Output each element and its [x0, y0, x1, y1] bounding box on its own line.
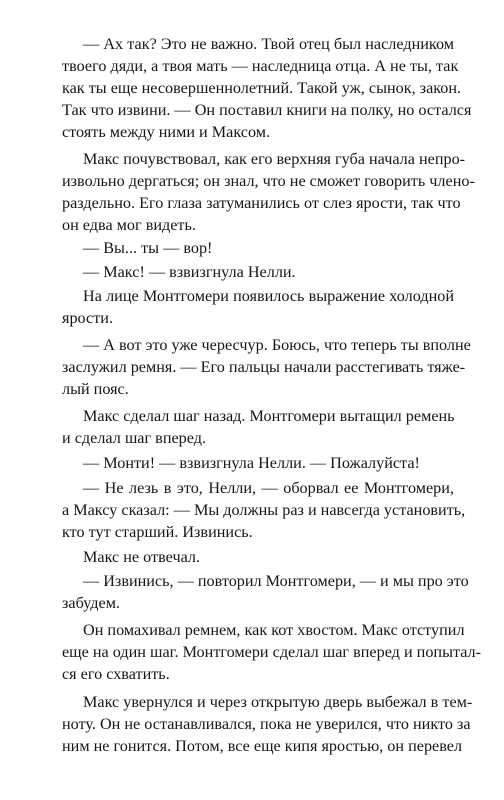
text-line: еще на один шаг. Монтгомери сделал шаг вперед и попытал- — [62, 643, 482, 661]
text-line: заслужил ремня. — Его пальцы начали расстегивать тяже- — [62, 358, 466, 376]
text-line: — Макс! — взвизгнула Нелли. — [83, 263, 296, 281]
text-line: раздельно. Его глаза затуманились от слез ярости, так что — [62, 194, 461, 212]
text-line: Так что извини. — Он поставил книги на полку, но остался — [62, 101, 472, 119]
text-line: кто тут старший. Извинись. — [62, 523, 253, 541]
text-line: ся его схватить. — [62, 665, 170, 683]
text-line: он едва мог видеть. — [62, 216, 196, 234]
text-line: а Максу сказал: — Мы должны раз и навсегда установить, — [62, 501, 466, 519]
text-line: — Не лезь в это, Нелли, — оборвал ее Монтгомери, — [83, 479, 454, 497]
text-line: — А вот это уже чересчур. Боюсь, что теперь ты вполне — [83, 336, 471, 354]
text-line: — Монти! — взвизгнула Нелли. — Пожалуйста! — [83, 454, 420, 472]
text-line: Макс не отвечал. — [83, 548, 201, 566]
text-line: — Ах так? Это не важно. Твой отец был наследником — [83, 35, 454, 53]
text-line: Он помахивал ремнем, как кот хвостом. Макс отступил — [83, 621, 465, 639]
text-line: стоять между ними и Максом. — [62, 123, 271, 141]
text-line: Макс увернулся и через открытую дверь выбежал в тем- — [83, 693, 473, 711]
text-line: извольно дергаться; он знал, что не сможет говорить члено- — [62, 172, 475, 190]
text-line: Макс сделал шаг назад. Монтгомери вытащил ремень — [83, 407, 455, 425]
text-line: — Вы... ты — вор! — [83, 239, 213, 257]
text-line: Макс почувствовал, как его верхняя губа начала непро- — [83, 150, 466, 168]
text-line: ярости. — [62, 309, 114, 327]
text-line: как ты еще несовершеннолетний. Такой уж, сынок, закон. — [62, 79, 462, 97]
text-line: ним не гонится. Потом, все еще кипя яростью, он перевел — [62, 737, 463, 755]
text-line: забудем. — [62, 594, 120, 612]
text-line: На лице Монтгомери появилось выражение холодной — [83, 287, 454, 305]
text-line: твоего дяди, а твоя мать — наследница отца. А не ты, так — [62, 57, 459, 75]
text-line: — Извинись, — повторил Монтгомери, — и мы про это — [83, 572, 469, 590]
text-line: лый пояс. — [62, 380, 129, 398]
text-line: ноту. Он не останавливался, пока не уверился, что никто за — [62, 715, 471, 733]
text-line: и сделал шаг вперед. — [62, 429, 207, 447]
